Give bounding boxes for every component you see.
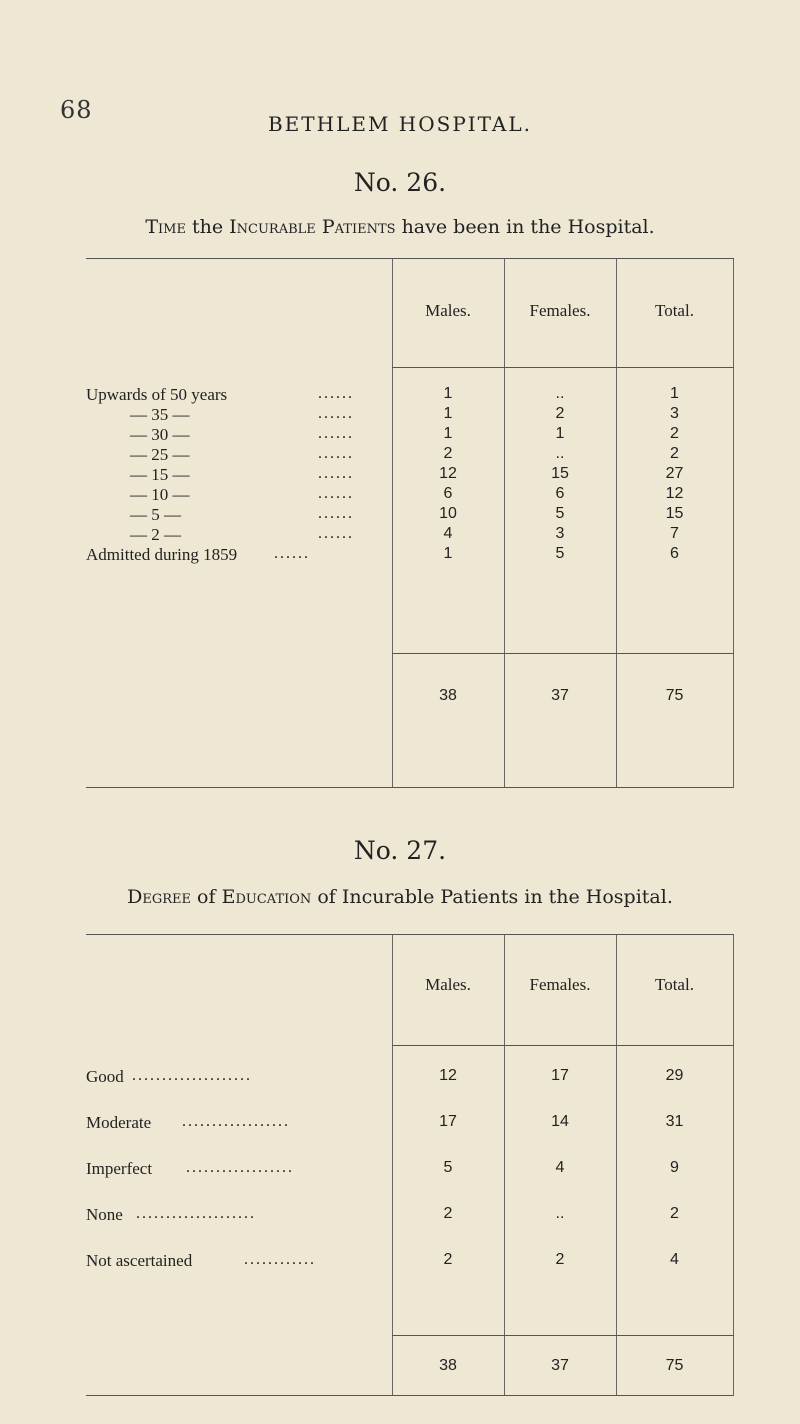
- cell-total: 2: [670, 425, 679, 442]
- column-header-females: Females.: [529, 301, 591, 320]
- cell-females: 4: [555, 1159, 565, 1176]
- cell-total: 31: [665, 1113, 684, 1130]
- cell-males: 17: [439, 1113, 457, 1130]
- row-label: — 2 —: [130, 525, 181, 544]
- cell-total: 27: [665, 465, 684, 482]
- cell-females: 6: [555, 485, 565, 502]
- row-label: — 15 —: [130, 465, 190, 484]
- cell-total: 15: [665, 505, 684, 522]
- leader-dots: ......: [318, 505, 354, 522]
- row-label: Imperfect: [86, 1159, 153, 1178]
- cell-total: 6: [670, 545, 679, 562]
- column-divider: [733, 259, 734, 787]
- leader-dots: ....................: [136, 1205, 256, 1222]
- cell-females: 14: [551, 1113, 569, 1130]
- row-label: Not ascertained: [86, 1251, 193, 1270]
- cell-males: 1: [443, 545, 453, 562]
- table-27-caption-word-3: Education: [221, 886, 312, 908]
- total-males: 38: [439, 687, 457, 704]
- leader-dots: ......: [274, 545, 310, 562]
- cell-males: 10: [439, 505, 457, 522]
- total-females: 37: [551, 687, 569, 704]
- total-rule: [392, 1335, 734, 1336]
- cell-total: 3: [670, 405, 679, 422]
- row-label: — 25 —: [130, 445, 190, 464]
- leader-dots: ......: [318, 385, 354, 402]
- table-26-number: No. 26.: [353, 168, 447, 197]
- cell-females: 5: [555, 545, 565, 562]
- total-females: 37: [551, 1357, 569, 1374]
- cell-females: 15: [551, 465, 569, 482]
- total-males: 38: [439, 1357, 457, 1374]
- row-label: — 10 —: [130, 485, 190, 504]
- total-rule: [392, 653, 734, 654]
- cell-females: 5: [555, 505, 565, 522]
- column-header-total: Total.: [655, 301, 694, 320]
- cell-males: 5: [443, 1159, 453, 1176]
- leader-dots: ......: [318, 525, 354, 542]
- column-header-total: Total.: [655, 975, 694, 994]
- row-label: — 30 —: [130, 425, 190, 444]
- header-rule: [392, 1045, 734, 1046]
- cell-total: 9: [670, 1159, 679, 1176]
- cell-females: ..: [555, 385, 565, 402]
- table-26-caption-word-3: Incurable Patients: [229, 216, 396, 238]
- column-divider: [733, 935, 734, 1395]
- cell-males: 12: [439, 1067, 457, 1084]
- table-27: [86, 934, 734, 1396]
- cell-males: 2: [443, 1251, 453, 1268]
- table-26-caption-rest: have been in the Hospital.: [395, 216, 655, 238]
- cell-total: 1: [670, 385, 679, 402]
- leader-dots: ......: [318, 465, 354, 482]
- leader-dots: ............: [244, 1251, 316, 1268]
- table-26-caption-word-1: Time: [145, 216, 186, 238]
- column-header-males: Males.: [425, 975, 471, 994]
- cell-females: 17: [551, 1067, 569, 1084]
- total-total: 75: [665, 1357, 684, 1374]
- table-27-caption: [0, 886, 800, 908]
- header-rule: [392, 367, 734, 368]
- cell-total: 29: [665, 1067, 684, 1084]
- cell-males: 6: [443, 485, 453, 502]
- cell-females: ..: [555, 445, 565, 462]
- running-head: BETHLEM HOSPITAL.: [267, 112, 533, 136]
- table-27-number: No. 27.: [353, 836, 447, 865]
- cell-total: 4: [670, 1251, 679, 1268]
- cell-females: 3: [555, 525, 565, 542]
- cell-total: 12: [665, 485, 684, 502]
- table-26-caption: [0, 216, 800, 238]
- cell-females: 1: [555, 425, 565, 442]
- cell-males: 2: [443, 445, 453, 462]
- cell-males: 1: [443, 405, 453, 422]
- total-total: 75: [665, 687, 684, 704]
- leader-dots: ......: [318, 425, 354, 442]
- cell-males: 12: [439, 465, 457, 482]
- column-divider: [504, 259, 505, 787]
- row-label: Admitted during 1859: [86, 545, 238, 564]
- column-header-females: Females.: [529, 975, 591, 994]
- table-27-caption-rest: of Incurable Patients in the Hospital.: [311, 886, 673, 908]
- cell-total: 2: [670, 1205, 679, 1222]
- column-divider: [392, 259, 393, 787]
- table-26: [86, 258, 734, 788]
- row-label: — 5 —: [130, 505, 181, 524]
- table-26-caption-word-2: the: [185, 216, 230, 238]
- cell-total: 7: [670, 525, 679, 542]
- page-number: 68: [60, 96, 93, 124]
- row-label: Good: [86, 1067, 124, 1086]
- row-label: Upwards of 50 years: [86, 385, 228, 404]
- cell-females: 2: [555, 1251, 565, 1268]
- cell-males: 2: [443, 1205, 453, 1222]
- cell-males: 1: [443, 385, 453, 402]
- table-27-caption-word-2: of: [191, 886, 222, 908]
- cell-total: 2: [670, 445, 679, 462]
- leader-dots: ..................: [182, 1113, 290, 1130]
- column-divider: [616, 259, 617, 787]
- row-label: — 35 —: [130, 405, 190, 424]
- cell-females: ..: [555, 1205, 565, 1222]
- cell-males: 4: [443, 525, 453, 542]
- leader-dots: ....................: [132, 1067, 252, 1084]
- cell-males: 1: [443, 425, 453, 442]
- column-header-males: Males.: [425, 301, 471, 320]
- table-27-caption-word-1: Degree: [127, 886, 192, 908]
- leader-dots: ......: [318, 485, 354, 502]
- row-label: Moderate: [86, 1113, 152, 1132]
- leader-dots: ..................: [186, 1159, 294, 1176]
- leader-dots: ......: [318, 405, 354, 422]
- cell-females: 2: [555, 405, 565, 422]
- leader-dots: ......: [318, 445, 354, 462]
- row-label: None: [86, 1205, 123, 1224]
